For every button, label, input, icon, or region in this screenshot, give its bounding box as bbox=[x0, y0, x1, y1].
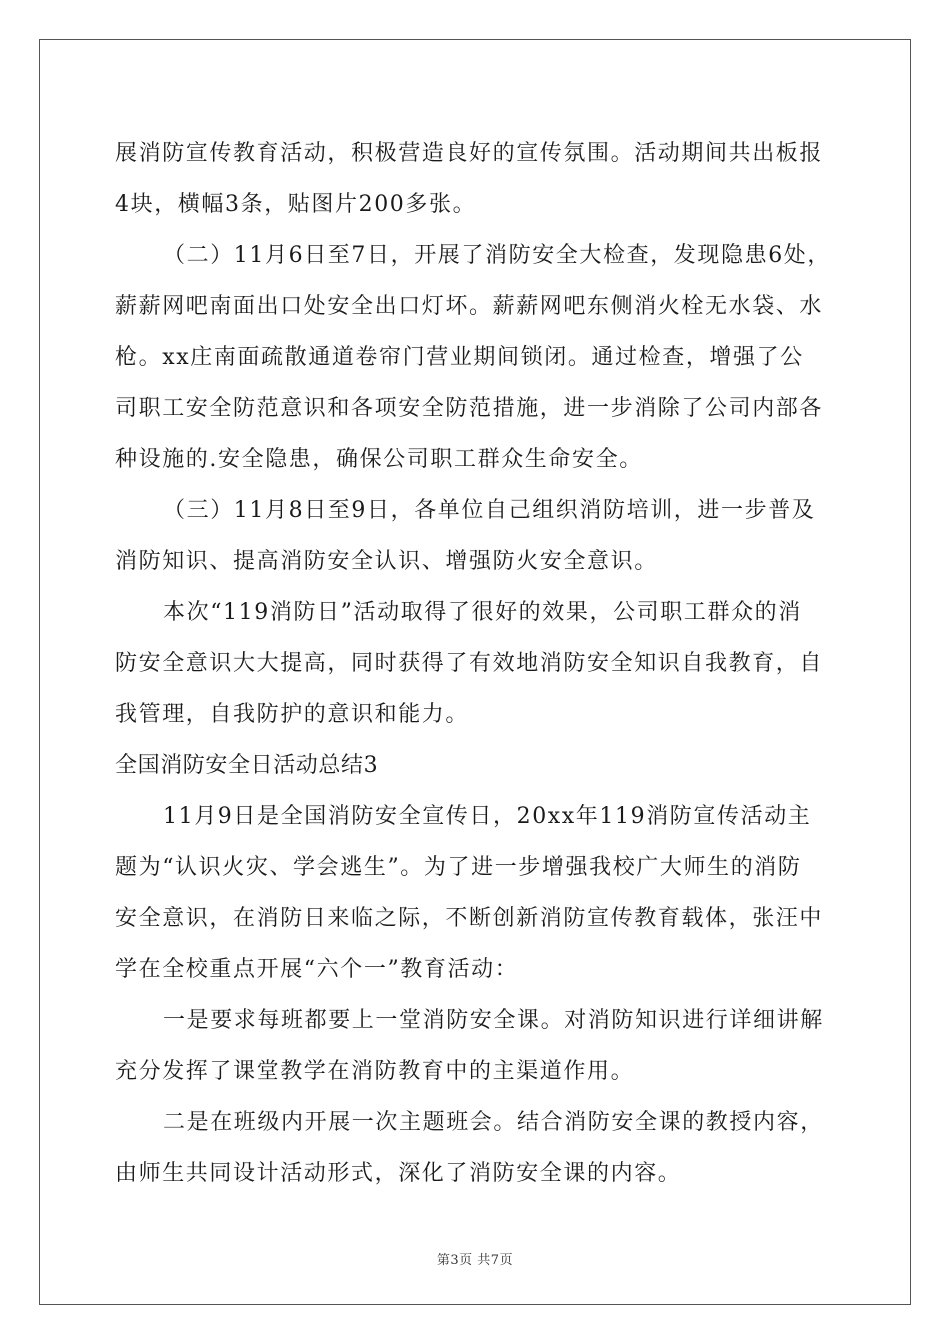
paragraph-line: 一是要求每班都要上一堂消防安全课。对消防知识进行详细讲解 bbox=[163, 1008, 824, 1033]
paragraph-line: 充分发挥了课堂教学在消防教育中的主渠道作用。 bbox=[115, 1059, 635, 1084]
paragraph-line: 题为“认识火灾、学会逃生”。为了进一步增强我校广大师生的消防 bbox=[115, 855, 802, 880]
paragraph-line: 我管理，自我防护的意识和能力。 bbox=[115, 702, 470, 727]
paragraph-line: 薪薪网吧南面出口处安全出口灯坏。薪薪网吧东侧消火栓无水袋、水 bbox=[115, 294, 824, 319]
paragraph-line: 本次“119消防日”活动取得了很好的效果，公司职工群众的消 bbox=[163, 600, 802, 625]
paragraph-line: 由师生共同设计活动形式，深化了消防安全课的内容。 bbox=[115, 1161, 682, 1186]
page-number: 第3页 共7页 bbox=[436, 1253, 514, 1268]
paragraph-line: （二）11月6日至7日，开展了消防安全大检查，发现隐患6处， bbox=[163, 243, 831, 268]
paragraph-line: 11月9日是全国消防安全宣传日，20xx年119消防宣传活动主 bbox=[163, 804, 812, 829]
paragraph-line: 安全意识，在消防日来临之际，不断创新消防宣传教育载体，张汪中 bbox=[115, 906, 824, 931]
paragraph-line: 4块，横幅3条，贴图片200多张。 bbox=[115, 192, 477, 217]
paragraph-line: 消防知识、提高消防安全认识、增强防火安全意识。 bbox=[115, 549, 658, 574]
paragraph-line: 展消防宣传教育活动，积极营造良好的宣传氛围。活动期间共出板报 bbox=[115, 141, 824, 166]
document-body bbox=[115, 128, 835, 1199]
paragraph-line: （三）11月8日至9日，各单位自己组织消防培训，进一步普及 bbox=[163, 498, 816, 523]
paragraph-line: 种设施的.安全隐患，确保公司职工群众生命安全。 bbox=[115, 447, 643, 472]
paragraph-line: 枪。xx庄南面疏散通道卷帘门营业期间锁闭。通过检查，增强了公 bbox=[115, 345, 804, 370]
paragraph-line: 防安全意识大大提高，同时获得了有效地消防安全知识自我教育，自 bbox=[115, 651, 824, 676]
section-heading: 全国消防安全日活动总结3 bbox=[115, 753, 379, 778]
paragraph-line: 学在全校重点开展“六个一”教育活动： bbox=[115, 957, 519, 982]
paragraph-line: 二是在班级内开展一次主题班会。结合消防安全课的教授内容， bbox=[163, 1110, 824, 1135]
paragraph-line: 司职工安全防范意识和各项安全防范措施，进一步消除了公司内部各 bbox=[115, 396, 824, 421]
